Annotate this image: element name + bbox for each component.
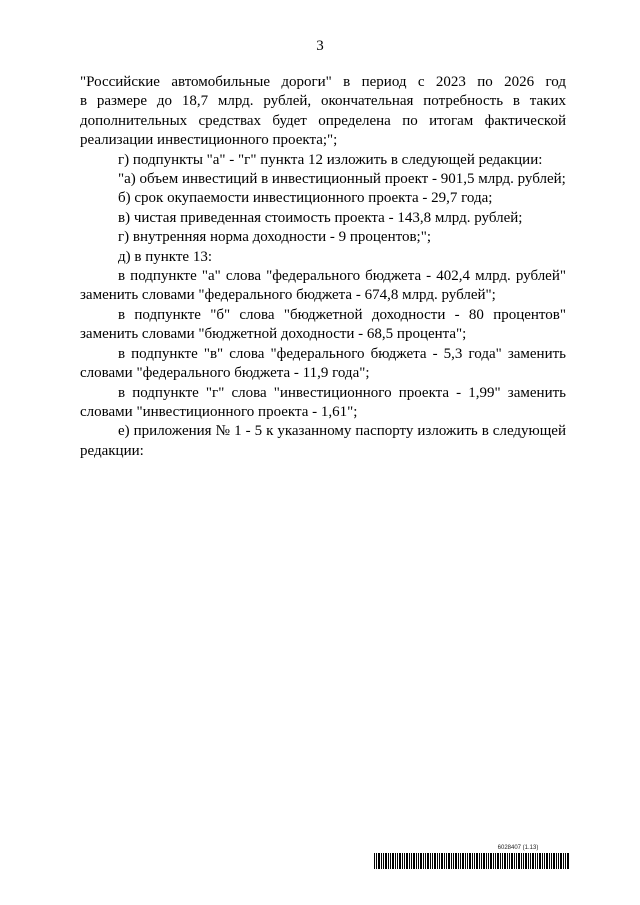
paragraph [80,384,566,423]
text-line: г) внутренняя норма доходности - 9 процентов;"; [118,229,432,246]
text-line: г) подпункты "а" - "г" пункта 12 изложить в следующей редакции: [118,151,543,168]
text-line: в) чистая приведенная стоимость проекта - 143,8 млрд. рублей; [118,209,523,226]
text-line: реализации инвестиционного проекта;"; [80,132,338,149]
text-line: словами "федерального бюджета - 11,9 года"; [80,365,370,382]
paragraph [80,73,566,151]
barcode-icon [374,853,570,869]
text-line: "а) объем инвестиций в инвестиционный проект - 901,5 млрд. рублей; [118,171,566,188]
page-number: 3 [316,38,324,54]
text-line: словами "инвестиционного проекта - 1,61"; [80,403,358,420]
text-line: "Российские автомобильные дороги" в период с 2023 по 2026 год [80,74,566,90]
text-line: е) приложения № 1 - 5 к указанному паспорту изложить в следующей [118,423,566,440]
text-line: в размере до 18,7 млрд. рублей, окончательная потребность в таких [80,93,566,110]
document-body [80,73,566,461]
text-line: в подпункте "б" слова "бюджетной доходности - 80 процентов" [118,306,566,323]
paragraph [80,267,566,306]
paragraph [80,209,566,228]
paragraph [80,151,566,170]
text-line: д) в пункте 13: [118,248,212,265]
paragraph [80,170,566,189]
text-line: заменить словами "бюджетной доходности - 68,5 процента"; [80,326,467,343]
text-line: заменить словами "федерального бюджета - 674,8 млрд. рублей"; [80,287,496,304]
document-code: 6028407 (1.13) [497,845,539,851]
text-line: редакции: [80,442,144,459]
paragraph [80,248,566,267]
paragraph [80,345,566,384]
text-line: дополнительных средствах будет определена по итогам фактической [80,112,566,129]
text-line: в подпункте "а" слова "федерального бюджета - 402,4 млрд. рублей" [118,268,566,285]
paragraph [80,306,566,345]
text-line: в подпункте "в" слова "федерального бюджета - 5,3 года" заменить [118,345,566,362]
paragraph [80,422,566,461]
paragraph [80,189,566,208]
paragraph [80,228,566,247]
text-line: б) срок окупаемости инвестиционного проекта - 29,7 года; [118,190,493,207]
text-line: в подпункте "г" слова "инвестиционного проекта - 1,99" заменить [118,384,566,401]
